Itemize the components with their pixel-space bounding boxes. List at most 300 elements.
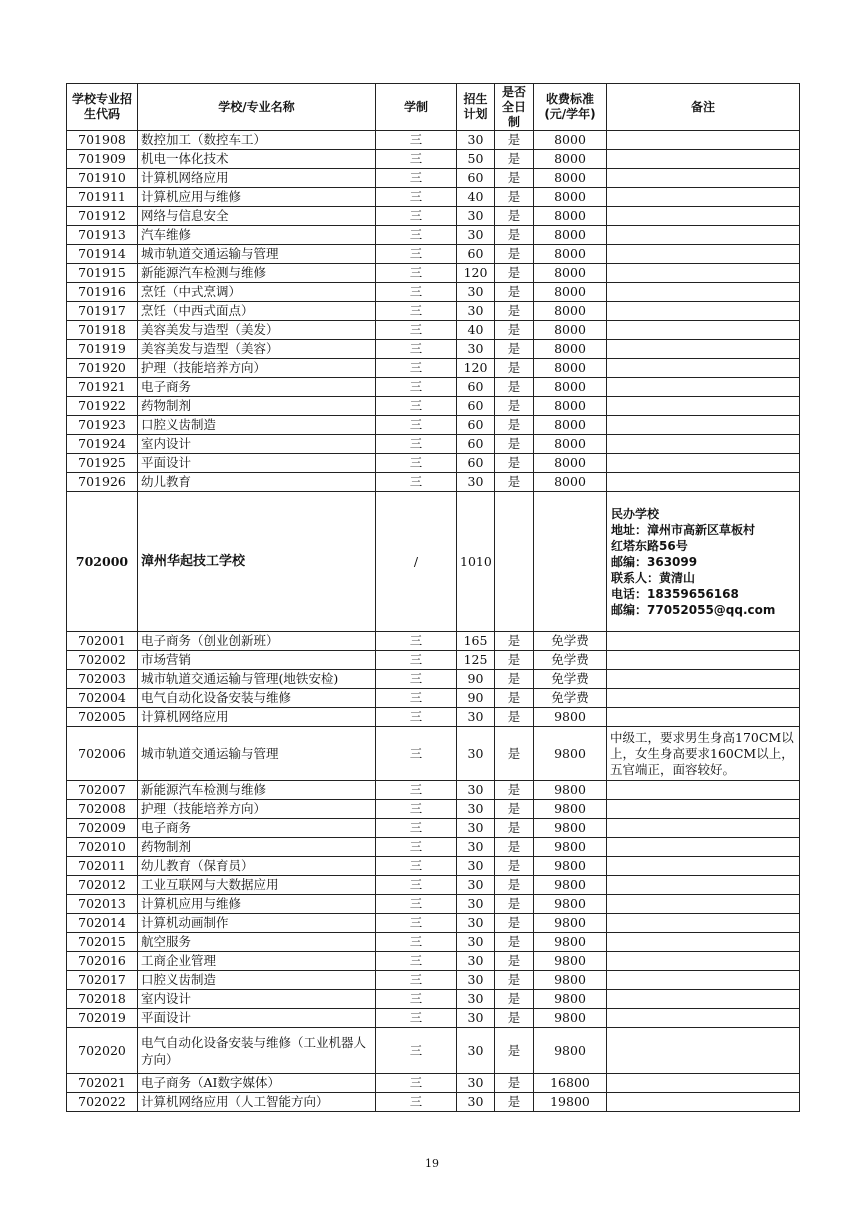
cell-name: 美容美发与造型（美容） xyxy=(138,340,376,359)
table-row xyxy=(67,1074,800,1093)
cell-fee: 免学费 xyxy=(534,651,607,670)
cell-years: 三 xyxy=(376,727,457,781)
cell-years: 三 xyxy=(376,1074,457,1093)
table-row xyxy=(67,359,800,378)
cell-name: 城市轨道交通运输与管理(地铁安检) xyxy=(138,670,376,689)
table-row xyxy=(67,689,800,708)
cell-plan: 30 xyxy=(457,727,495,781)
cell-note xyxy=(607,1093,800,1112)
header-code: 学校专业招生代码 xyxy=(67,84,138,131)
cell-fulltime: 是 xyxy=(495,781,534,800)
cell-plan: 50 xyxy=(457,150,495,169)
cell-fee: 9800 xyxy=(534,990,607,1009)
cell-code: 702003 xyxy=(67,670,138,689)
cell-fee: 9800 xyxy=(534,952,607,971)
cell-note xyxy=(607,632,800,651)
cell-years: 三 xyxy=(376,632,457,651)
cell-years: 三 xyxy=(376,435,457,454)
school-fulltime xyxy=(495,492,534,632)
table-row xyxy=(67,340,800,359)
table-row xyxy=(67,188,800,207)
cell-fee: 8000 xyxy=(534,169,607,188)
cell-years: 三 xyxy=(376,781,457,800)
cell-code: 701914 xyxy=(67,245,138,264)
cell-plan: 60 xyxy=(457,169,495,188)
cell-note xyxy=(607,990,800,1009)
table-row xyxy=(67,952,800,971)
cell-plan: 30 xyxy=(457,708,495,727)
cell-fulltime: 是 xyxy=(495,321,534,340)
cell-fulltime: 是 xyxy=(495,454,534,473)
cell-name: 电子商务（创业创新班） xyxy=(138,632,376,651)
cell-note xyxy=(607,1074,800,1093)
cell-note xyxy=(607,454,800,473)
cell-plan: 30 xyxy=(457,857,495,876)
table-row xyxy=(67,990,800,1009)
cell-note xyxy=(607,914,800,933)
cell-fulltime: 是 xyxy=(495,857,534,876)
cell-name: 工业互联网与大数据应用 xyxy=(138,876,376,895)
cell-fee: 免学费 xyxy=(534,670,607,689)
cell-name: 计算机网络应用 xyxy=(138,708,376,727)
table-row xyxy=(67,435,800,454)
cell-years: 三 xyxy=(376,378,457,397)
cell-code: 701909 xyxy=(67,150,138,169)
cell-note xyxy=(607,933,800,952)
cell-code: 702011 xyxy=(67,857,138,876)
cell-fulltime: 是 xyxy=(495,800,534,819)
cell-code: 702012 xyxy=(67,876,138,895)
cell-plan: 60 xyxy=(457,435,495,454)
cell-note xyxy=(607,302,800,321)
cell-name: 平面设计 xyxy=(138,454,376,473)
cell-fulltime: 是 xyxy=(495,1009,534,1028)
cell-plan: 165 xyxy=(457,632,495,651)
cell-fulltime: 是 xyxy=(495,359,534,378)
cell-fee: 8000 xyxy=(534,340,607,359)
cell-note xyxy=(607,264,800,283)
table-row xyxy=(67,226,800,245)
cell-code: 702022 xyxy=(67,1093,138,1112)
cell-plan: 30 xyxy=(457,1074,495,1093)
cell-fee: 8000 xyxy=(534,359,607,378)
cell-code: 701912 xyxy=(67,207,138,226)
cell-plan: 30 xyxy=(457,990,495,1009)
cell-fulltime: 是 xyxy=(495,283,534,302)
cell-fulltime: 是 xyxy=(495,727,534,781)
cell-plan: 30 xyxy=(457,1009,495,1028)
cell-years: 三 xyxy=(376,131,457,150)
cell-note xyxy=(607,670,800,689)
table-row xyxy=(67,838,800,857)
cell-name: 汽车维修 xyxy=(138,226,376,245)
cell-years: 三 xyxy=(376,689,457,708)
table-body-701 xyxy=(67,131,800,492)
cell-fulltime: 是 xyxy=(495,397,534,416)
cell-name: 室内设计 xyxy=(138,435,376,454)
table-row xyxy=(67,1009,800,1028)
cell-fulltime: 是 xyxy=(495,689,534,708)
school-years: / xyxy=(376,492,457,632)
cell-years: 三 xyxy=(376,340,457,359)
cell-fulltime: 是 xyxy=(495,416,534,435)
cell-fulltime: 是 xyxy=(495,340,534,359)
cell-plan: 125 xyxy=(457,651,495,670)
cell-note xyxy=(607,188,800,207)
cell-plan: 120 xyxy=(457,264,495,283)
school-info-note xyxy=(607,492,800,632)
cell-code: 702007 xyxy=(67,781,138,800)
cell-plan: 30 xyxy=(457,838,495,857)
cell-years: 三 xyxy=(376,359,457,378)
cell-name: 计算机网络应用 xyxy=(138,169,376,188)
cell-name: 电子商务 xyxy=(138,819,376,838)
cell-code: 701923 xyxy=(67,416,138,435)
cell-code: 702001 xyxy=(67,632,138,651)
cell-fee: 19800 xyxy=(534,1093,607,1112)
cell-note xyxy=(607,689,800,708)
cell-code: 702014 xyxy=(67,914,138,933)
cell-fee: 8000 xyxy=(534,435,607,454)
cell-note xyxy=(607,895,800,914)
cell-fee: 8000 xyxy=(534,321,607,340)
cell-fee: 8000 xyxy=(534,397,607,416)
cell-plan: 30 xyxy=(457,895,495,914)
note-line-address-cont: 红塔东路56号 xyxy=(611,538,688,553)
cell-name: 市场营销 xyxy=(138,651,376,670)
cell-name: 航空服务 xyxy=(138,933,376,952)
cell-years: 三 xyxy=(376,708,457,727)
cell-code: 701919 xyxy=(67,340,138,359)
cell-note xyxy=(607,169,800,188)
table-row xyxy=(67,800,800,819)
cell-code: 702013 xyxy=(67,895,138,914)
cell-fulltime: 是 xyxy=(495,245,534,264)
cell-code: 702019 xyxy=(67,1009,138,1028)
cell-years: 三 xyxy=(376,416,457,435)
cell-name: 护理（技能培养方向） xyxy=(138,800,376,819)
table-row xyxy=(67,971,800,990)
school-plan: 1010 xyxy=(457,492,495,632)
cell-code: 701910 xyxy=(67,169,138,188)
cell-name: 电气自动化设备安装与维修 xyxy=(138,689,376,708)
cell-plan: 30 xyxy=(457,283,495,302)
cell-code: 701917 xyxy=(67,302,138,321)
cell-plan: 90 xyxy=(457,670,495,689)
cell-code: 701911 xyxy=(67,188,138,207)
cell-plan: 120 xyxy=(457,359,495,378)
cell-note xyxy=(607,1028,800,1074)
cell-fee: 9800 xyxy=(534,857,607,876)
cell-fee: 9800 xyxy=(534,1028,607,1074)
cell-note xyxy=(607,971,800,990)
cell-code: 701926 xyxy=(67,473,138,492)
cell-code: 701925 xyxy=(67,454,138,473)
cell-code: 702004 xyxy=(67,689,138,708)
cell-plan: 30 xyxy=(457,340,495,359)
cell-plan: 30 xyxy=(457,914,495,933)
cell-note xyxy=(607,226,800,245)
cell-note xyxy=(607,321,800,340)
header-fulltime: 是否全日制 xyxy=(495,84,534,131)
cell-name: 新能源汽车检测与维修 xyxy=(138,264,376,283)
cell-years: 三 xyxy=(376,971,457,990)
cell-name: 护理（技能培养方向） xyxy=(138,359,376,378)
cell-plan: 30 xyxy=(457,1093,495,1112)
cell-years: 三 xyxy=(376,302,457,321)
table-row xyxy=(67,876,800,895)
header-note: 备注 xyxy=(607,84,800,131)
cell-fee: 8000 xyxy=(534,302,607,321)
cell-plan: 40 xyxy=(457,188,495,207)
cell-note xyxy=(607,857,800,876)
cell-years: 三 xyxy=(376,1028,457,1074)
cell-note xyxy=(607,207,800,226)
cell-code: 702018 xyxy=(67,990,138,1009)
school-code: 702000 xyxy=(67,492,138,632)
cell-code: 702010 xyxy=(67,838,138,857)
enrollment-table xyxy=(66,83,800,1112)
cell-fulltime: 是 xyxy=(495,651,534,670)
table-row xyxy=(67,632,800,651)
cell-fulltime: 是 xyxy=(495,1074,534,1093)
cell-fulltime: 是 xyxy=(495,150,534,169)
cell-plan: 60 xyxy=(457,454,495,473)
cell-note xyxy=(607,245,800,264)
cell-years: 三 xyxy=(376,1009,457,1028)
cell-fee: 8000 xyxy=(534,283,607,302)
table-row xyxy=(67,819,800,838)
cell-name: 药物制剂 xyxy=(138,397,376,416)
cell-fulltime: 是 xyxy=(495,435,534,454)
cell-note xyxy=(607,340,800,359)
cell-note xyxy=(607,283,800,302)
row-702006-block xyxy=(67,727,800,781)
cell-note xyxy=(607,838,800,857)
note-line-address: 地址：漳州市高新区草板村 xyxy=(611,522,756,537)
cell-name: 平面设计 xyxy=(138,1009,376,1028)
cell-fee: 9800 xyxy=(534,781,607,800)
cell-years: 三 xyxy=(376,454,457,473)
note-line-type: 民办学校 xyxy=(611,506,660,521)
cell-years: 三 xyxy=(376,819,457,838)
cell-fee: 9800 xyxy=(534,819,607,838)
cell-fee: 9800 xyxy=(534,1009,607,1028)
cell-note xyxy=(607,150,800,169)
cell-fee: 9800 xyxy=(534,914,607,933)
cell-plan: 30 xyxy=(457,473,495,492)
cell-name: 计算机网络应用（人工智能方向） xyxy=(138,1093,376,1112)
header-years: 学制 xyxy=(376,84,457,131)
table-row xyxy=(67,1028,800,1074)
cell-years: 三 xyxy=(376,933,457,952)
cell-fee: 8000 xyxy=(534,473,607,492)
header-fee: 收费标准(元/学年) xyxy=(534,84,607,131)
note-line-contact: 联系人：黄清山 xyxy=(611,570,696,585)
cell-name: 烹饪（中式烹调） xyxy=(138,283,376,302)
cell-fee: 8000 xyxy=(534,378,607,397)
cell-code: 702016 xyxy=(67,952,138,971)
cell-note xyxy=(607,651,800,670)
cell-fulltime: 是 xyxy=(495,632,534,651)
cell-name: 网络与信息安全 xyxy=(138,207,376,226)
cell-fee: 8000 xyxy=(534,188,607,207)
table-row xyxy=(67,914,800,933)
cell-fulltime: 是 xyxy=(495,933,534,952)
cell-fee: 8000 xyxy=(534,226,607,245)
cell-fee: 8000 xyxy=(534,150,607,169)
cell-fee: 8000 xyxy=(534,245,607,264)
cell-years: 三 xyxy=(376,670,457,689)
cell-plan: 30 xyxy=(457,131,495,150)
cell-fulltime: 是 xyxy=(495,914,534,933)
cell-name: 工商企业管理 xyxy=(138,952,376,971)
cell-plan: 90 xyxy=(457,689,495,708)
table-row xyxy=(67,781,800,800)
cell-years: 三 xyxy=(376,800,457,819)
cell-code: 702017 xyxy=(67,971,138,990)
cell-code: 702020 xyxy=(67,1028,138,1074)
cell-fee: 9800 xyxy=(534,708,607,727)
cell-fee: 9800 xyxy=(534,971,607,990)
school-fee xyxy=(534,492,607,632)
cell-fulltime: 是 xyxy=(495,226,534,245)
cell-fee: 8000 xyxy=(534,207,607,226)
cell-code: 702021 xyxy=(67,1074,138,1093)
cell-note xyxy=(607,397,800,416)
cell-note xyxy=(607,359,800,378)
cell-note xyxy=(607,435,800,454)
cell-fulltime: 是 xyxy=(495,971,534,990)
cell-fee: 免学费 xyxy=(534,632,607,651)
cell-fulltime: 是 xyxy=(495,264,534,283)
cell-plan: 30 xyxy=(457,226,495,245)
cell-plan: 30 xyxy=(457,971,495,990)
header-row xyxy=(67,84,800,131)
header-plan: 招生计划 xyxy=(457,84,495,131)
cell-plan: 60 xyxy=(457,397,495,416)
table-row xyxy=(67,933,800,952)
cell-years: 三 xyxy=(376,1093,457,1112)
table-row xyxy=(67,302,800,321)
cell-code: 702002 xyxy=(67,651,138,670)
cell-plan: 30 xyxy=(457,800,495,819)
cell-fee: 16800 xyxy=(534,1074,607,1093)
cell-code: 701916 xyxy=(67,283,138,302)
cell-fulltime: 是 xyxy=(495,169,534,188)
note-line-phone: 电话：18359656168 xyxy=(611,586,739,601)
cell-years: 三 xyxy=(376,397,457,416)
cell-plan: 30 xyxy=(457,302,495,321)
cell-name: 计算机动画制作 xyxy=(138,914,376,933)
cell-code: 701921 xyxy=(67,378,138,397)
cell-years: 三 xyxy=(376,876,457,895)
cell-years: 三 xyxy=(376,150,457,169)
cell-fulltime: 是 xyxy=(495,1093,534,1112)
cell-note xyxy=(607,473,800,492)
cell-name: 机电一体化技术 xyxy=(138,150,376,169)
cell-years: 三 xyxy=(376,188,457,207)
cell-fee: 9800 xyxy=(534,933,607,952)
cell-note xyxy=(607,131,800,150)
cell-code: 702009 xyxy=(67,819,138,838)
cell-name: 电子商务 xyxy=(138,378,376,397)
table-row xyxy=(67,651,800,670)
cell-fulltime: 是 xyxy=(495,990,534,1009)
header-name: 学校/专业名称 xyxy=(138,84,376,131)
cell-fee: 9800 xyxy=(534,727,607,781)
cell-fulltime: 是 xyxy=(495,188,534,207)
table-row xyxy=(67,708,800,727)
table-row xyxy=(67,321,800,340)
table-row xyxy=(67,670,800,689)
cell-fulltime: 是 xyxy=(495,131,534,150)
cell-fee: 9800 xyxy=(534,838,607,857)
cell-name: 数控加工（数控车工） xyxy=(138,131,376,150)
cell-fulltime: 是 xyxy=(495,378,534,397)
cell-name: 城市轨道交通运输与管理 xyxy=(138,727,376,781)
cell-note xyxy=(607,708,800,727)
table-row xyxy=(67,454,800,473)
cell-name: 美容美发与造型（美发） xyxy=(138,321,376,340)
cell-fee: 9800 xyxy=(534,876,607,895)
cell-years: 三 xyxy=(376,226,457,245)
cell-plan: 30 xyxy=(457,207,495,226)
cell-name: 计算机应用与维修 xyxy=(138,895,376,914)
cell-fulltime: 是 xyxy=(495,838,534,857)
cell-code: 701922 xyxy=(67,397,138,416)
cell-code: 702006 xyxy=(67,727,138,781)
cell-note xyxy=(607,876,800,895)
table-row xyxy=(67,857,800,876)
cell-name: 电气自动化设备安装与维修（工业机器人方向） xyxy=(138,1028,376,1074)
cell-plan: 30 xyxy=(457,876,495,895)
cell-years: 三 xyxy=(376,207,457,226)
table-row xyxy=(67,727,800,781)
cell-plan: 60 xyxy=(457,378,495,397)
cell-plan: 30 xyxy=(457,781,495,800)
note-line-email: 邮编：77052055@qq.com xyxy=(611,602,776,617)
cell-code: 701918 xyxy=(67,321,138,340)
cell-fulltime: 是 xyxy=(495,473,534,492)
cell-fee: 8000 xyxy=(534,131,607,150)
cell-years: 三 xyxy=(376,895,457,914)
cell-years: 三 xyxy=(376,990,457,1009)
cell-fee: 8000 xyxy=(534,264,607,283)
cell-code: 702005 xyxy=(67,708,138,727)
cell-name: 电子商务（AI数字媒体） xyxy=(138,1074,376,1093)
cell-years: 三 xyxy=(376,264,457,283)
cell-fulltime: 是 xyxy=(495,876,534,895)
cell-fulltime: 是 xyxy=(495,670,534,689)
cell-code: 702015 xyxy=(67,933,138,952)
cell-years: 三 xyxy=(376,245,457,264)
cell-years: 三 xyxy=(376,321,457,340)
enrollment-table-container xyxy=(66,83,799,1112)
cell-fee: 9800 xyxy=(534,895,607,914)
cell-years: 三 xyxy=(376,857,457,876)
cell-years: 三 xyxy=(376,473,457,492)
cell-name: 口腔义齿制造 xyxy=(138,971,376,990)
cell-fulltime: 是 xyxy=(495,952,534,971)
cell-years: 三 xyxy=(376,651,457,670)
cell-fee: 免学费 xyxy=(534,689,607,708)
table-body-702b xyxy=(67,781,800,1028)
page-number: 19 xyxy=(425,1157,439,1170)
cell-plan: 40 xyxy=(457,321,495,340)
cell-fulltime: 是 xyxy=(495,302,534,321)
cell-note: 中级工，要求男生身高170CM以上，女生身高要求160CM以上，五官端正，面容较好。 xyxy=(607,727,800,781)
